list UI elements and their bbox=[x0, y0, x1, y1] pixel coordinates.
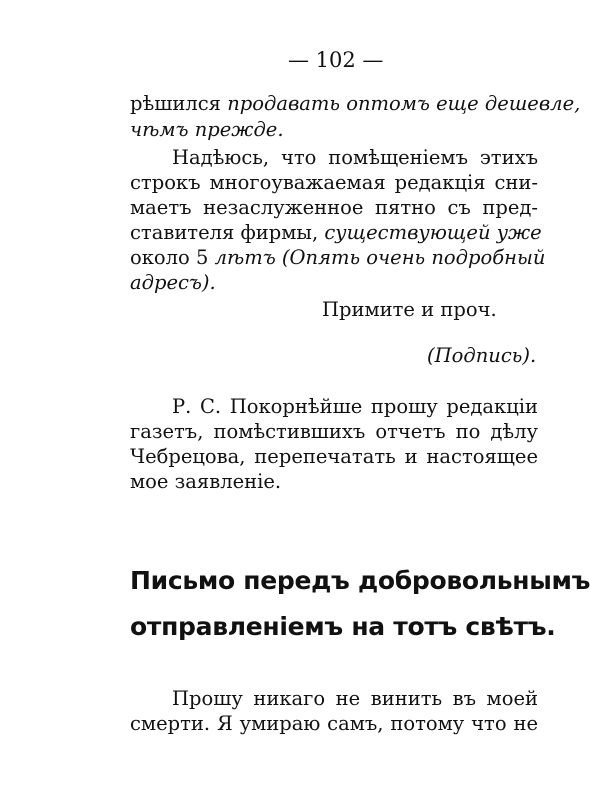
letter-closing: Примите и проч. bbox=[322, 298, 497, 321]
section-title: Письмо передъ добровольнымъ bbox=[130, 566, 590, 595]
text-italic: лѣтъ (Опять очень подробный bbox=[214, 246, 546, 269]
section-title: отправленіемъ на тотъ свѣтъ. bbox=[130, 612, 556, 641]
text-line bbox=[130, 221, 542, 244]
text-roman: рѣшился bbox=[130, 92, 228, 115]
paragraph-line: строкъ многоуважаемая редакція сни- bbox=[130, 171, 538, 194]
text-italic: существующей уже bbox=[324, 221, 542, 244]
postscript-line: Р. С. Покорнѣйше прошу редакціи bbox=[172, 395, 538, 418]
page-number: — 102 — bbox=[288, 48, 384, 72]
letter-signature: (Подпись). bbox=[427, 344, 537, 367]
text-roman: ставителя фирмы, bbox=[130, 221, 325, 244]
text-line: адресъ). bbox=[130, 271, 216, 294]
postscript-line: Чебрецова, перепечатать и настоящее bbox=[130, 445, 538, 468]
postscript-line: мое заявленіе. bbox=[130, 470, 282, 493]
paragraph-line: маетъ незаслуженное пятно съ пред- bbox=[130, 196, 538, 219]
text-line: чѣмъ прежде. bbox=[130, 118, 284, 141]
postscript-line: газетъ, помѣстившихъ отчетъ по дѣлу bbox=[130, 420, 538, 443]
text-line bbox=[130, 92, 581, 115]
body-line: смерти. Я умираю самъ, потому что не bbox=[130, 712, 538, 735]
body-line: Прошу никаго не винить въ моей bbox=[172, 687, 538, 710]
text-roman: около 5 bbox=[130, 246, 215, 269]
text-line bbox=[130, 246, 546, 269]
text-italic: продавать оптомъ еще дешевле, bbox=[227, 92, 581, 115]
paragraph-line: Надѣюсь, что помѣщеніемъ этихъ bbox=[172, 146, 538, 169]
